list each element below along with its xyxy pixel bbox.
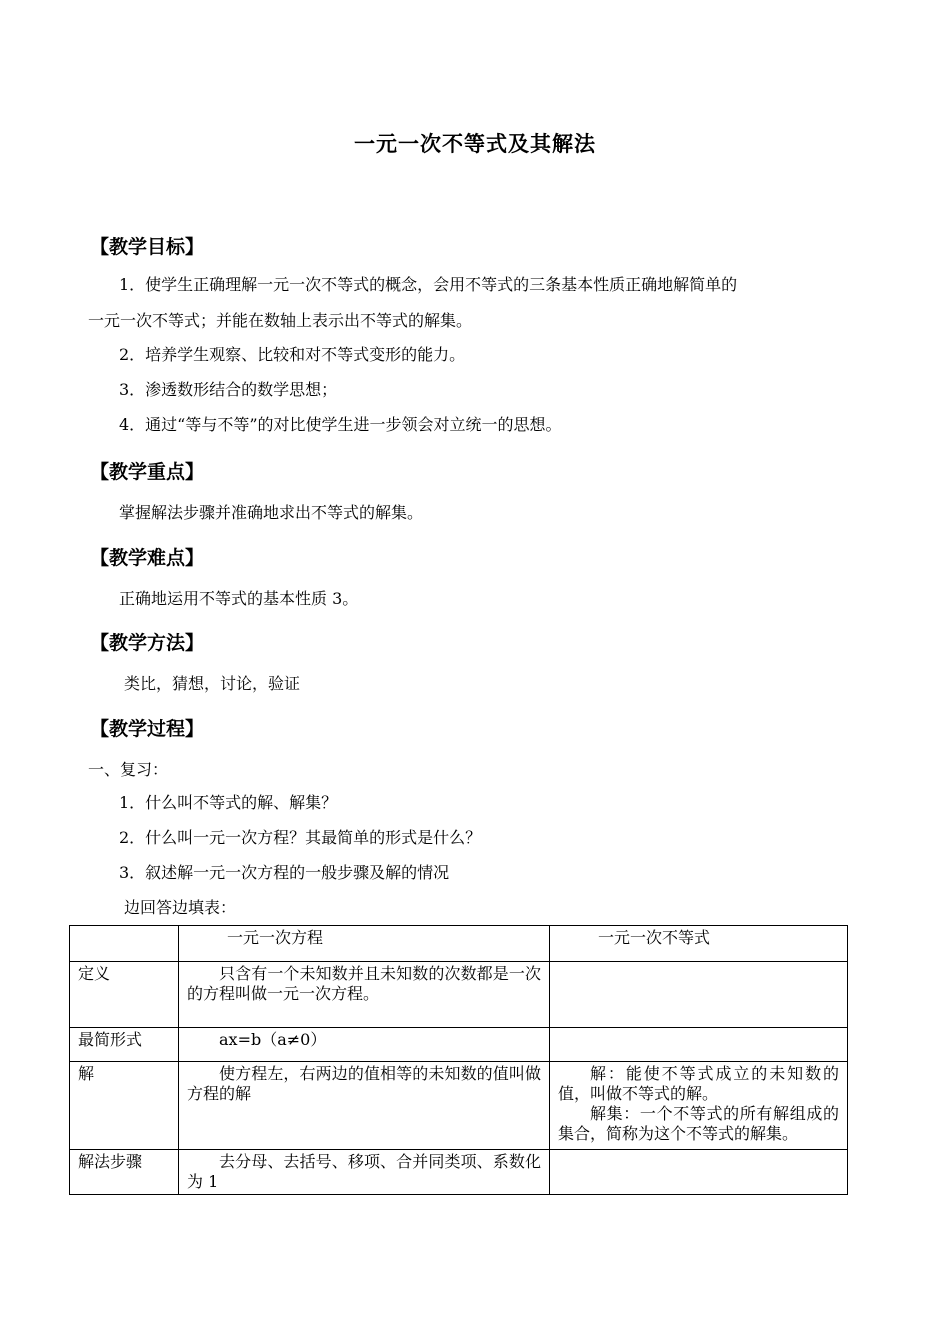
table-header-row (70, 926, 848, 962)
table-header-empty (70, 926, 179, 962)
page-title: 一元一次不等式及其解法 (354, 132, 596, 156)
review-label: 一、复习： (88, 760, 169, 779)
review-question-1: 1．什么叫不等式的解、解集？ (119, 793, 338, 812)
row-equation-cell: 只含有一个未知数并且未知数的次数都是一次的方程叫做一元一次方程。 (179, 962, 550, 1028)
row-label: 最简形式 (70, 1028, 179, 1062)
heading-process: 【教学过程】 (90, 718, 205, 740)
row-inequality-cell (550, 962, 848, 1028)
table-row (70, 1062, 848, 1150)
table-header-inequality: 一元一次不等式 (550, 926, 848, 962)
comparison-table (69, 925, 848, 1195)
table-header-equation: 一元一次方程 (179, 926, 550, 962)
inequality-solution-definition: 解：能使不等式成立的未知数的值，叫做不等式的解。 (558, 1064, 839, 1103)
heading-keypoint: 【教学重点】 (90, 461, 205, 483)
inequality-solution-set-definition: 解集：一个不等式的所有解组成的集合，简称为这个不等式的解集。 (558, 1104, 839, 1143)
heading-difficulty: 【教学难点】 (90, 547, 205, 569)
goal-item-1: 1．使学生正确理解一元一次不等式的概念，会用不等式的三条基本性质正确地解简单的 (119, 275, 738, 294)
heading-goals: 【教学目标】 (90, 236, 205, 258)
table-row (70, 962, 848, 1028)
row-label: 解法步骤 (70, 1150, 179, 1195)
goal-item-3: 3．渗透数形结合的数学思想； (119, 380, 338, 399)
heading-method: 【教学方法】 (90, 632, 205, 654)
row-inequality-cell (550, 1062, 848, 1150)
row-equation-cell: ax=b（a≠0） (179, 1028, 550, 1062)
row-equation-cell: 去分母、去括号、移项、合并同类项、系数化为 1 (179, 1150, 550, 1195)
row-equation-cell: 使方程左，右两边的值相等的未知数的值叫做方程的解 (179, 1062, 550, 1150)
row-inequality-cell (550, 1150, 848, 1195)
row-label: 定义 (70, 962, 179, 1028)
row-label: 解 (70, 1062, 179, 1150)
table-row (70, 1150, 848, 1195)
goal-item-4: 4．通过“等与不等”的对比使学生进一步领会对立统一的思想。 (119, 415, 562, 434)
review-question-3: 3．叙述解一元一次方程的一般步骤及解的情况 (119, 863, 450, 882)
review-question-2: 2．什么叫一元一次方程？其最简单的形式是什么？ (119, 828, 482, 847)
goal-item-2: 2．培养学生观察、比较和对不等式变形的能力。 (119, 345, 466, 364)
keypoint-text: 掌握解法步骤并准确地求出不等式的解集。 (119, 503, 424, 522)
table-intro: 边回答边填表： (124, 898, 237, 917)
difficulty-text: 正确地运用不等式的基本性质 3。 (119, 589, 359, 608)
row-inequality-cell (550, 1028, 848, 1062)
goal-item-1-cont: 一元一次不等式；并能在数轴上表示出不等式的解集。 (88, 311, 473, 330)
method-text: 类比，猜想，讨论，验证 (124, 674, 301, 693)
table-row (70, 1028, 848, 1062)
